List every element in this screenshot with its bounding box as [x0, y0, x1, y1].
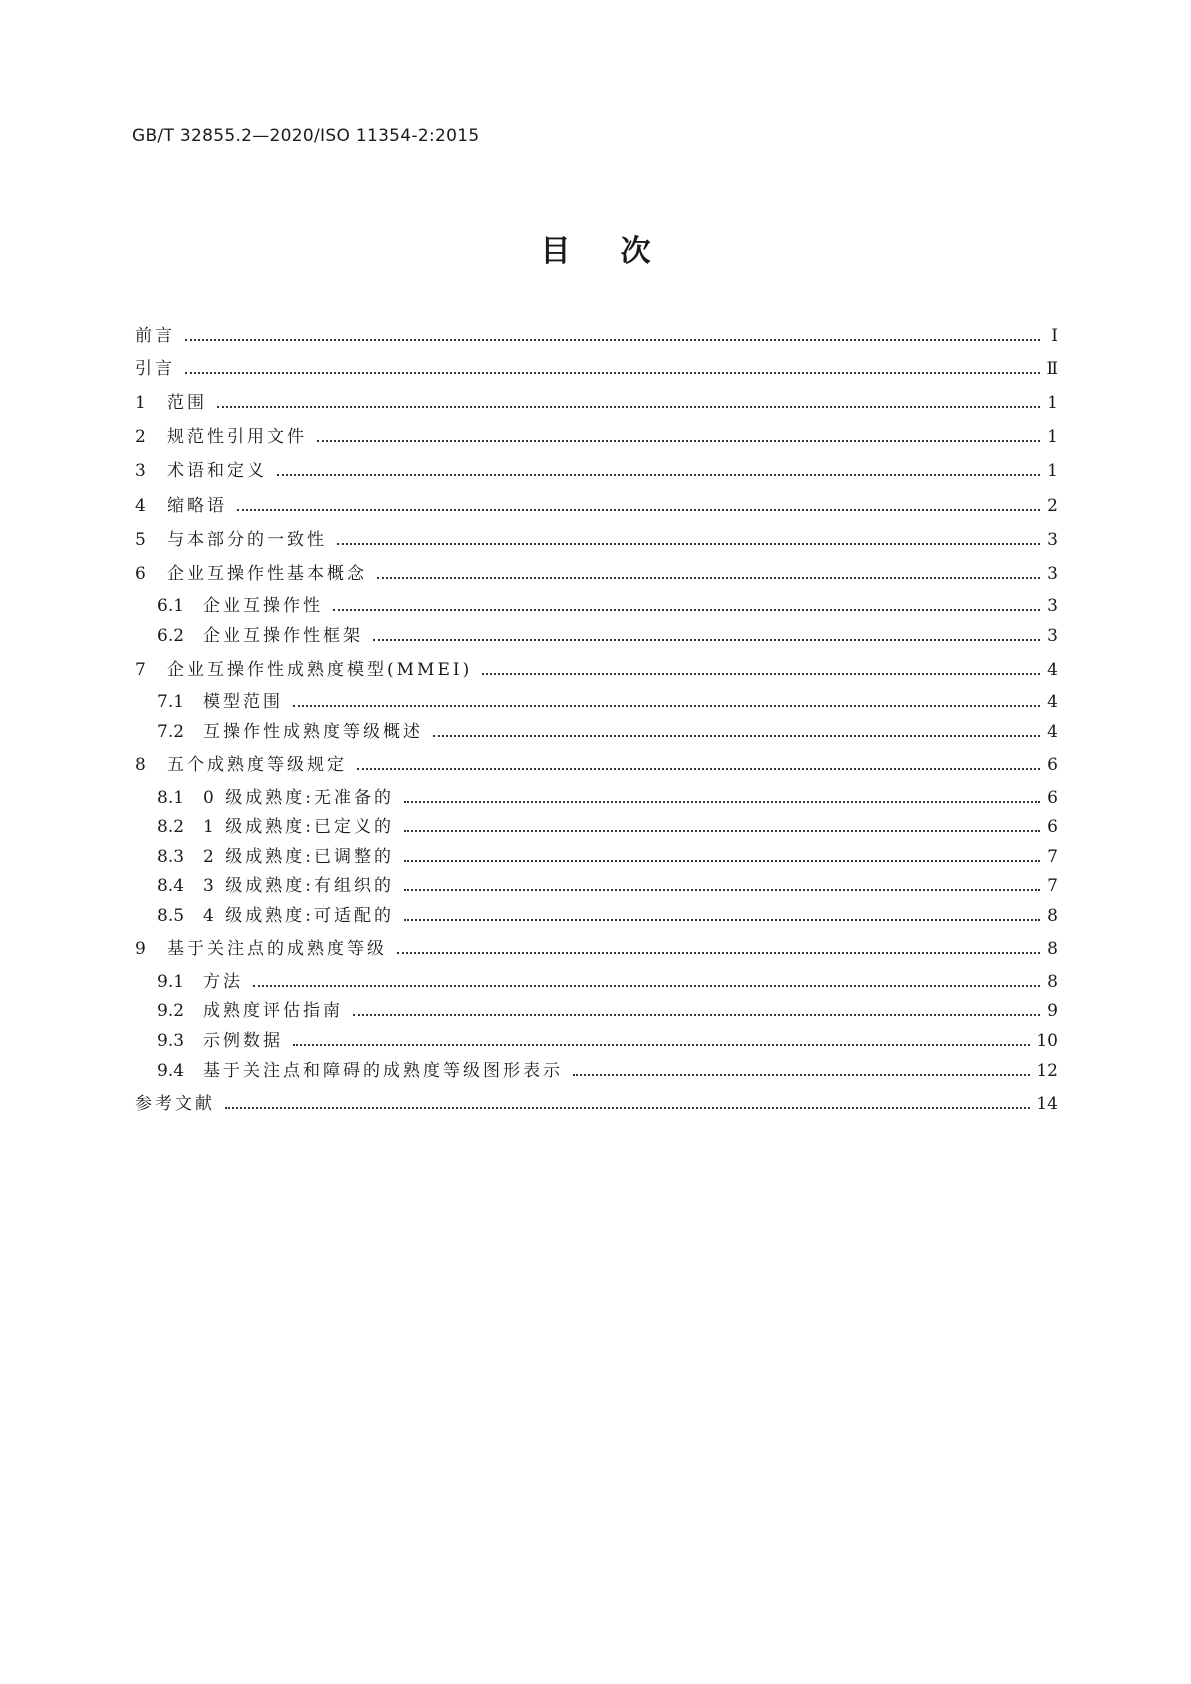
- toc-entry-number: 6.2: [157, 626, 185, 646]
- toc-entry-label: 术语和定义: [167, 461, 267, 481]
- toc-entry-label: 五个成熟度等级规定: [167, 755, 347, 775]
- toc-entry-page: 4: [1047, 692, 1058, 712]
- toc-entry[interactable]: [135, 558, 1058, 584]
- toc-entry-label: 企业互操作性成熟度模型(MMEI): [167, 660, 473, 680]
- toc-entry-label: 基于关注点和障碍的成熟度等级图形表示: [203, 1061, 563, 1081]
- toc-entry-page: 6: [1047, 755, 1058, 775]
- toc-entry[interactable]: [135, 654, 1058, 680]
- toc-entry-number: 6.1: [157, 596, 185, 616]
- toc-entry-number: 8.3: [157, 847, 185, 867]
- toc-entry-page: Ⅱ: [1046, 359, 1058, 379]
- toc-subentry[interactable]: [157, 782, 1058, 808]
- toc-entry-number: 9.3: [157, 1031, 185, 1051]
- toc-entry[interactable]: [135, 524, 1058, 550]
- toc-entry-number: 9.4: [157, 1061, 185, 1081]
- toc-entry-label: 示例数据: [203, 1031, 283, 1051]
- toc-entry-page: 2: [1047, 496, 1058, 516]
- leader-dots: [482, 673, 1040, 675]
- toc-entry-page: 3: [1047, 596, 1058, 616]
- toc-entry-number: 7.2: [157, 722, 185, 742]
- toc-entry[interactable]: [135, 387, 1058, 413]
- toc-entry-number: 4: [135, 496, 146, 516]
- leader-dots: [293, 1044, 1030, 1046]
- toc-entry-label: 2 级成熟度:已调整的: [203, 847, 394, 867]
- toc-subentry[interactable]: [157, 900, 1058, 926]
- leader-dots: [404, 889, 1040, 891]
- leader-dots: [225, 1107, 1030, 1109]
- leader-dots: [293, 705, 1040, 707]
- document-code: GB/T 32855.2—2020/ISO 11354-2:2015: [132, 126, 480, 146]
- toc-entry-page: 7: [1047, 847, 1058, 867]
- toc-entry[interactable]: [135, 490, 1058, 516]
- leader-dots: [217, 406, 1040, 408]
- leader-dots: [404, 860, 1040, 862]
- toc-entry[interactable]: [135, 1088, 1058, 1114]
- leader-dots: [317, 440, 1040, 442]
- toc-entry-label: 前言: [135, 326, 175, 346]
- toc-entry[interactable]: [135, 933, 1058, 959]
- leader-dots: [404, 919, 1040, 921]
- toc-entry-page: 6: [1047, 817, 1058, 837]
- toc-entry-page: 3: [1047, 530, 1058, 550]
- toc-entry-number: 8: [135, 755, 146, 775]
- toc-subentry[interactable]: [157, 686, 1058, 712]
- toc-entry-page: 8: [1047, 906, 1058, 926]
- toc-entry-number: 7.1: [157, 692, 185, 712]
- toc-entry-number: 7: [135, 660, 146, 680]
- toc-entry-label: 引言: [135, 359, 175, 379]
- toc-entry-label: 互操作性成熟度等级概述: [203, 722, 423, 742]
- leader-dots: [404, 830, 1040, 832]
- toc-entry-number: 2: [135, 427, 146, 447]
- leader-dots: [573, 1074, 1030, 1076]
- toc-entry-label: 成熟度评估指南: [203, 1001, 343, 1021]
- toc-entry-number: 9.2: [157, 1001, 185, 1021]
- toc-entry-page: 10: [1036, 1031, 1058, 1051]
- toc-entry-label: 与本部分的一致性: [167, 530, 327, 550]
- toc-entry-label: 基于关注点的成熟度等级: [167, 939, 387, 959]
- toc-entry-number: 8.5: [157, 906, 185, 926]
- toc-entry[interactable]: [135, 320, 1058, 346]
- leader-dots: [377, 577, 1040, 579]
- leader-dots: [185, 372, 1040, 374]
- toc-subentry[interactable]: [157, 966, 1058, 992]
- toc-entry-number: 8.4: [157, 876, 185, 896]
- toc-subentry[interactable]: [157, 1025, 1058, 1051]
- toc-subentry[interactable]: [157, 590, 1058, 616]
- leader-dots: [333, 609, 1040, 611]
- toc-entry-page: 1: [1047, 393, 1058, 413]
- toc-entry-page: 9: [1047, 1001, 1058, 1021]
- leader-dots: [373, 639, 1040, 641]
- toc-entry-number: 6: [135, 564, 146, 584]
- toc-entry-label: 企业互操作性框架: [203, 626, 363, 646]
- leader-dots: [404, 801, 1040, 803]
- toc-entry[interactable]: [135, 455, 1058, 481]
- toc-entry-page: 14: [1036, 1094, 1058, 1114]
- toc-subentry[interactable]: [157, 716, 1058, 742]
- toc-entry-page: 3: [1047, 564, 1058, 584]
- toc-entry-page: 3: [1047, 626, 1058, 646]
- toc-entry-page: 12: [1036, 1061, 1058, 1081]
- leader-dots: [237, 509, 1040, 511]
- toc-entry-page: 4: [1047, 722, 1058, 742]
- toc-subentry[interactable]: [157, 995, 1058, 1021]
- leader-dots: [433, 735, 1040, 737]
- toc-entry-label: 4 级成熟度:可适配的: [203, 906, 394, 926]
- toc-subentry[interactable]: [157, 620, 1058, 646]
- toc-subentry[interactable]: [157, 811, 1058, 837]
- toc-entry-label: 企业互操作性: [203, 596, 323, 616]
- page-title: 目次: [540, 234, 701, 269]
- toc-subentry[interactable]: [157, 841, 1058, 867]
- toc-entry-number: 9: [135, 939, 146, 959]
- toc-entry-number: 8.1: [157, 788, 185, 808]
- toc-entry-page: 8: [1047, 939, 1058, 959]
- leader-dots: [277, 474, 1040, 476]
- toc-entry-page: 7: [1047, 876, 1058, 896]
- toc-entry-page: 1: [1047, 427, 1058, 447]
- leader-dots: [253, 985, 1040, 987]
- toc-entry-label: 范围: [167, 393, 207, 413]
- toc-subentry[interactable]: [157, 1055, 1058, 1081]
- leader-dots: [353, 1014, 1040, 1016]
- toc-entry-label: 参考文献: [135, 1094, 215, 1114]
- toc-entry-number: 1: [135, 393, 146, 413]
- toc-entry[interactable]: [135, 421, 1058, 447]
- toc-entry-label: 规范性引用文件: [167, 427, 307, 447]
- toc-entry-number: 8.2: [157, 817, 185, 837]
- toc-entry-number: 9.1: [157, 972, 185, 992]
- toc-subentry[interactable]: [157, 870, 1058, 896]
- toc-entry-page: 4: [1047, 660, 1058, 680]
- toc-entry[interactable]: [135, 749, 1058, 775]
- toc-entry-number: 5: [135, 530, 146, 550]
- toc-entry-label: 模型范围: [203, 692, 283, 712]
- leader-dots: [357, 768, 1040, 770]
- toc-entry-label: 1 级成熟度:已定义的: [203, 817, 394, 837]
- toc-entry[interactable]: [135, 353, 1058, 379]
- toc-entry-page: 6: [1047, 788, 1058, 808]
- toc-entry-label: 3 级成熟度:有组织的: [203, 876, 394, 896]
- toc-entry-number: 3: [135, 461, 146, 481]
- toc-entry-label: 企业互操作性基本概念: [167, 564, 367, 584]
- toc-entry-label: 方法: [203, 972, 243, 992]
- toc-entry-label: 0 级成熟度:无准备的: [203, 788, 394, 808]
- toc-entry-page: Ⅰ: [1051, 326, 1058, 346]
- toc-entry-page: 1: [1047, 461, 1058, 481]
- toc-entry-label: 缩略语: [167, 496, 227, 516]
- toc-entry-page: 8: [1047, 972, 1058, 992]
- leader-dots: [397, 952, 1040, 954]
- leader-dots: [337, 543, 1040, 545]
- leader-dots: [185, 339, 1040, 341]
